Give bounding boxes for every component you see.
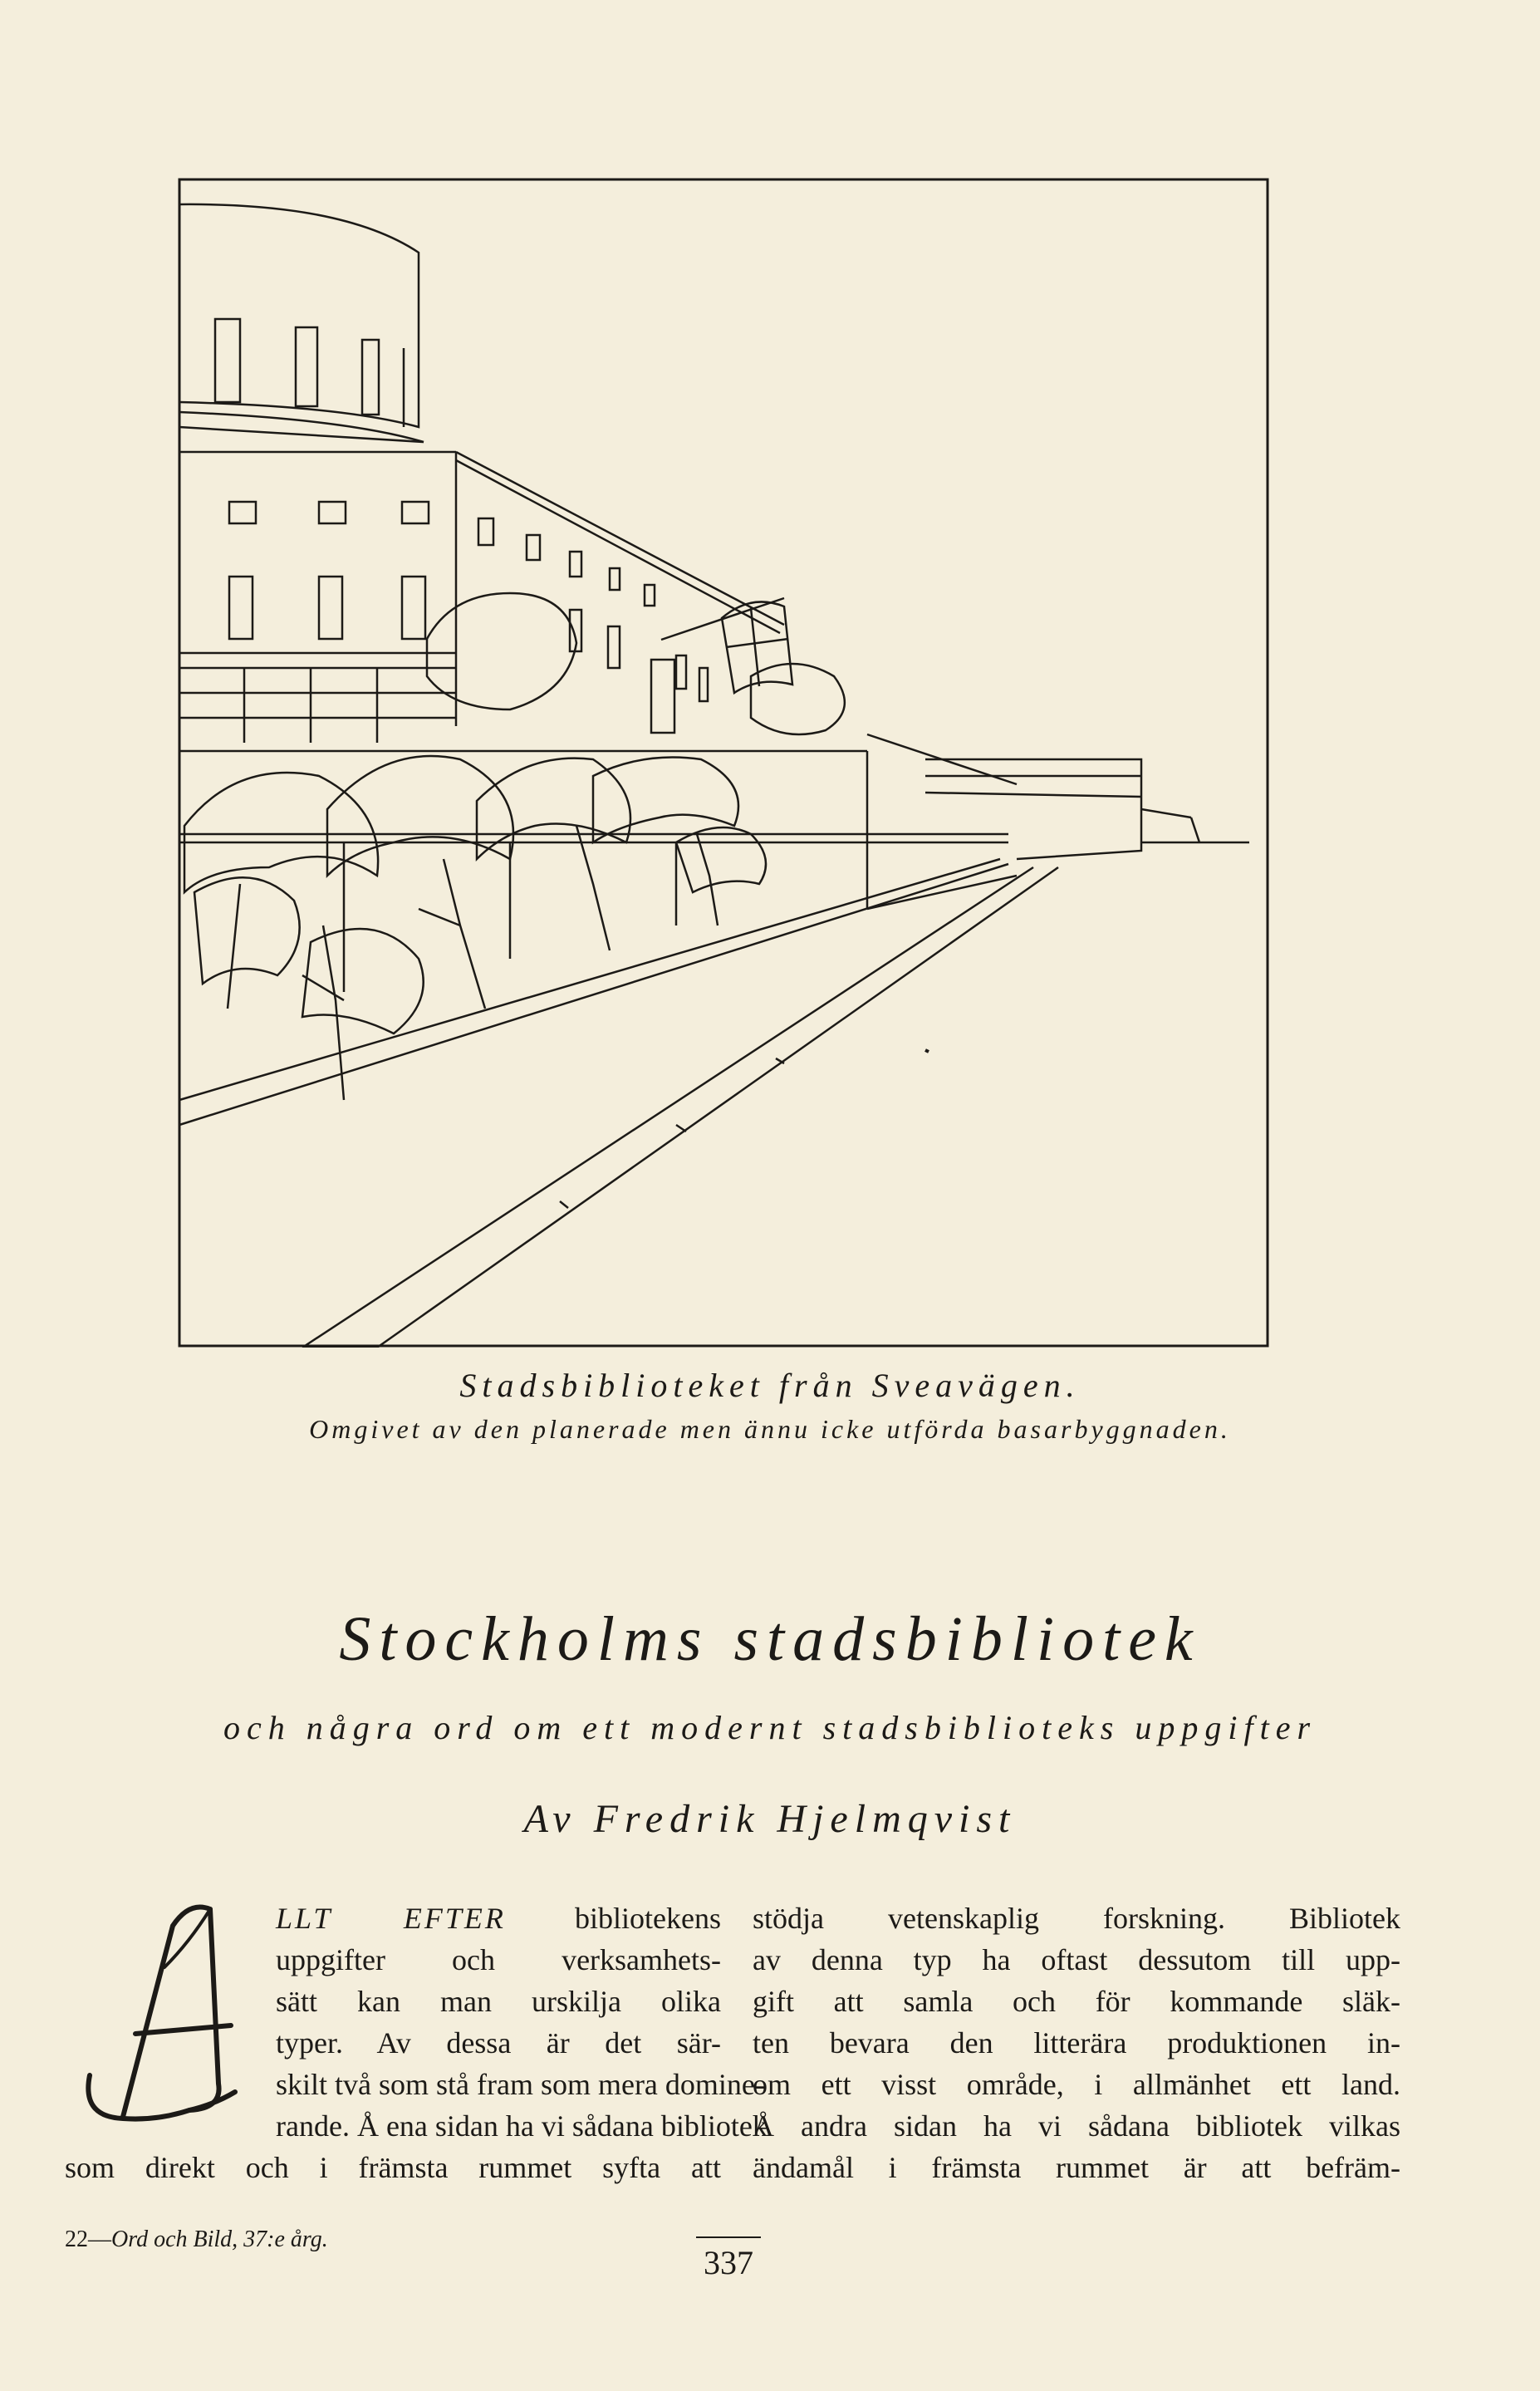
body-line: Å andra sidan ha vi sådana bibliotek vilkas xyxy=(753,2109,1400,2143)
article-column-right xyxy=(753,1898,1400,2188)
dropcap-a-icon xyxy=(65,1893,272,2133)
body-line: stödja vetenskaplig forskning. Bibliotek xyxy=(753,1902,1400,1935)
body-line: typer. Av dessa är det sär- xyxy=(276,2026,721,2060)
body-line: sätt kan man urskilja olika xyxy=(276,1985,721,2018)
sheet-signature-number: 22— xyxy=(65,2227,111,2252)
illustration-caption-line-2: Omgivet av den planerade men ännu icke utförda basarbyggnaden. xyxy=(309,1414,1231,1444)
article-subtitle: och några ord om ett modernt stadsbiblioteks uppgifter xyxy=(223,1709,1317,1746)
body-line: som direkt och i främsta rummet syfta att xyxy=(65,2151,721,2184)
article-byline: Av Fredrik Hjelmqvist xyxy=(523,1797,1017,1841)
library-street-illustration xyxy=(178,178,1269,1348)
dropcap-lead-words: LLT EFTER xyxy=(276,1902,506,1935)
body-line: uppgifter och verksamhets- xyxy=(276,1943,721,1976)
body-line: bibliotekens xyxy=(505,1902,721,1935)
body-line: skilt två som stå fram som mera domine- xyxy=(276,2068,765,2101)
body-line: ändamål i främsta rummet är att befräm- xyxy=(753,2151,1400,2184)
library-street-drawing-icon xyxy=(178,178,1269,1348)
article-title: Stockholms stadsbibliotek xyxy=(339,1604,1201,1674)
journal-reference: Ord och Bild, 37:e årg. xyxy=(111,2227,328,2252)
body-line: om ett visst område, i allmänhet ett land. xyxy=(753,2068,1400,2101)
sheet-signature xyxy=(65,2227,328,2253)
body-line: rande. Å ena sidan ha vi sådana bibliotek xyxy=(276,2109,768,2143)
body-line: gift att samla och för kommande släk- xyxy=(753,1985,1400,2018)
illustration-caption-line-1: Stadsbiblioteket från Sveavägen. xyxy=(459,1367,1081,1404)
article-column-left xyxy=(65,1898,768,2188)
body-line: av denna typ ha oftast dessutom till upp- xyxy=(753,1943,1400,1976)
body-line: ten bevara den litterära produktionen in- xyxy=(753,2026,1400,2060)
page-number: 337 xyxy=(696,2236,761,2282)
